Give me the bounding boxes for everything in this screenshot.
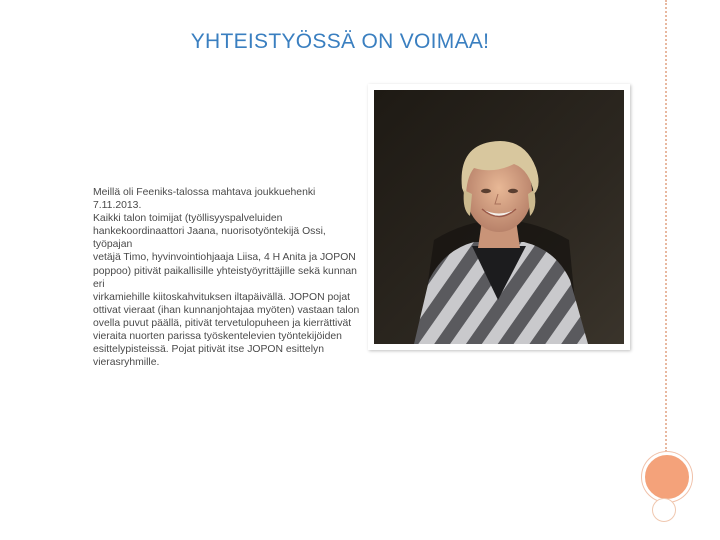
portrait-image — [374, 90, 624, 344]
portrait-photo — [368, 84, 630, 350]
slide-title: YHTEISTYÖSSÄ ON VOIMAA! — [190, 30, 490, 53]
decorative-dotted-line — [665, 0, 667, 452]
decorative-circle-small — [652, 498, 676, 522]
slide-body-text: Meillä oli Feeniks-talossa mahtava joukkuehenki 7.11.2013. Kaikki talon toimijat (työllisyyspalveluiden hankekoordinaattori Jaana, nuorisotyöntekijä Ossi, työpajan vetäjä Timo, hyvinvointiohjaaja Liisa, 4 H Anita ja JOPON poppoo) pitivät paikallisille yhteistyöyrittäjille sekä kunnan eri virkamiehille kiitoskahvituksen iltapäivällä. JOPON pojat ottivat vieraat (ihan kunnanjohtajaa myöten) vastaan talon ovella puvut päällä, pitivät tervetulopuheen ja kierrättivät vieraita nuorten parissa työskentelevien työntekijöiden esittelypisteissä. Pojat pitivät itse JOPON esittelyn vierasryhmille. — [93, 187, 360, 369]
decorative-circle — [642, 452, 692, 502]
